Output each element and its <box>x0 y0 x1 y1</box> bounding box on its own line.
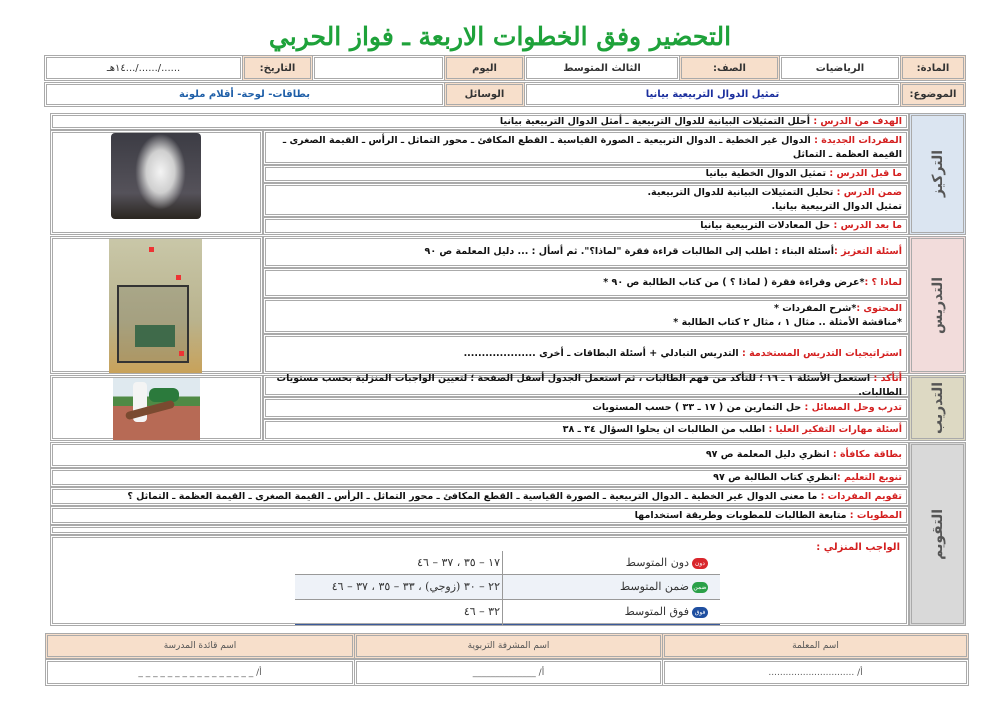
grade-value: الثالث المتوسط <box>524 55 680 81</box>
homework-row <box>295 575 720 600</box>
assessment-row-reward: بطاقة مكافأة : انظري دليل المعلمة ص ٩٧ <box>50 442 909 468</box>
fountain-image <box>111 133 201 219</box>
section-label-teaching: التدريس <box>909 236 966 374</box>
exercises: ١٧ – ٣٥ ، ٣٧ – ٤٦ <box>417 556 500 569</box>
supervisor-name-label: اسم المشرفة التربوية <box>354 633 663 659</box>
average-badge: ضمن <box>693 583 707 591</box>
date-value[interactable]: ....../....../...١٤هـ <box>44 55 243 81</box>
date-label: التاريخ: <box>242 55 313 81</box>
section-label-assessment: التقويم <box>909 442 966 626</box>
focus-row-vocabulary: المفردات الجديدة : الدوال غير الخطية ـ الدوال التربيعية ـ الصورة القياسية ـ القطع المكافئ ـ محور التماثل ـ الرأس ـ القيمة الصغرى ـ القيمة العظمة ـ التماثل <box>263 130 909 165</box>
focus-row-objective: الهدف من الدرس : أحلل التمثيلات البيانية للدوال التربيعية ـ أمثل الدوال التربيعية بيانيا <box>50 113 909 130</box>
topic-label: الموضوع: <box>900 82 966 107</box>
teacher-name-field[interactable]: أ/ .............................. <box>662 659 969 686</box>
topic-value: تمثيل الدوال التربيعية بيانيا <box>524 82 901 107</box>
focus-row-before: ما قبل الدرس : تمثيل الدوال الخطية بيانيا <box>263 165 909 183</box>
tools-label: الوسائل <box>444 82 525 107</box>
section-label-training: التدريب <box>909 375 966 441</box>
subject-value: الرياضيات <box>779 55 901 81</box>
principal-name-label: اسم قائدة المدرسة <box>45 633 355 659</box>
exercises: ٣٢ – ٤٦ <box>463 605 500 618</box>
image-cell-training <box>50 375 263 441</box>
subject-label: المادة: <box>900 55 966 81</box>
principal-name-field[interactable]: أ/ _ _ _ _ _ _ _ _ _ _ _ _ _ _ _ _ <box>45 659 355 686</box>
assessment-row-vocabulary: تقويم المفردات : ما معنى الدوال غير الخطية ـ الدوال التربيعية ـ الصورة القياسية ـ القطع المكافئ ـ محور التماثل ـ الرأس ـ القيمة الصغرى ـ القيمة العظمة ـ التماثل ؟ <box>50 487 909 506</box>
below-average-badge: دون <box>692 558 708 569</box>
homework-label: الواجب المنزلي : <box>816 542 900 553</box>
level-name: فوق المتوسط <box>624 605 689 618</box>
training-row-hots: أسئلة مهارات التفكير العليا : اطلب من الطالبات ان يحلوا السؤال ٣٤ ـ ٣٨ <box>263 419 909 441</box>
homework-row <box>295 600 720 625</box>
athlete-image <box>113 378 200 440</box>
focus-row-after: ما بعد الدرس : حل المعادلات التربيعية بيانيا <box>263 217 909 235</box>
page-title: التحضير وفق الخطوات الاربعة ـ فواز الحربي <box>268 22 732 51</box>
above-average-badge: فوق <box>692 607 708 618</box>
homework-cell <box>50 535 909 626</box>
teaching-row-strategies: استراتيجيات التدريس المستخدمة : التدريس التبادلي + أسئلة البطاقات ـ أخرى .................... <box>263 334 909 374</box>
teaching-row-reinforcement: أسئلة التعزيز :أسئلة البناء : اطلب إلى الطالبات قراءة فقرة "لماذا؟". ثم أسأل : ... دليل المعلمة ص ٩٠ <box>263 236 909 268</box>
supervisor-name-field[interactable]: أ/ ______________ <box>354 659 663 686</box>
machine-display-image <box>109 239 202 373</box>
tools-value: بطاقات- لوحة- أقلام ملونة <box>44 82 445 107</box>
training-row-practice: تدرب وحل المسائل : حل التمارين من ( ١٧ ـ ٣٣ ) حسب المستويات <box>263 397 909 419</box>
teaching-row-content: المحتوى :*شرح المفردات * *مناقشة الأمثلة .. مثال ١ ، مثال ٢ كتاب الطالبة * <box>263 298 909 334</box>
image-cell-focus <box>50 130 263 235</box>
training-row-check: أتأكد : استعمل الأسئلة ١ ـ ١٦ ؛ للتأكد من فهم الطالبات ، ثم استعمل الجدول أسفل الصفحة ؛ لتعيين الواجبات المنزلية بحسب مستويات الطالبات. <box>263 375 909 397</box>
homework-row <box>295 551 720 575</box>
assessment-row-spacer <box>50 525 909 535</box>
focus-row-during: ضمن الدرس : تحليل التمثيلات البيانية للدوال التربيعية. تمثيل الدوال التربيعية بيانيا. <box>263 183 909 217</box>
level-name: ضمن المتوسط <box>620 580 689 593</box>
level-name: دون المتوسط <box>625 556 689 569</box>
teacher-name-label: اسم المعلمة <box>662 633 969 659</box>
assessment-row-differentiation: تنويع التعليم :انظري كتاب الطالبة ص ٩٧ <box>50 468 909 487</box>
exercises: ٢٢ – ٣٠ (زوجي) ، ٣٣ – ٣٥ ، ٣٧ – ٤٦ <box>331 580 500 593</box>
image-cell-teaching <box>50 236 263 374</box>
grade-label: الصف: <box>679 55 780 81</box>
day-label: اليوم <box>444 55 525 81</box>
assessment-row-foldables: المطويات : متابعة الطالبات للمطويات وطريقة استخدامها <box>50 506 909 525</box>
day-value[interactable] <box>312 55 445 81</box>
section-label-focus: التركيز <box>909 113 966 235</box>
homework-table <box>295 551 720 625</box>
teaching-row-why: لماذا ؟ :*عرض وقراءة فقرة ( لماذا ؟ ) من كتاب الطالبة ص ٩٠ * <box>263 268 909 298</box>
